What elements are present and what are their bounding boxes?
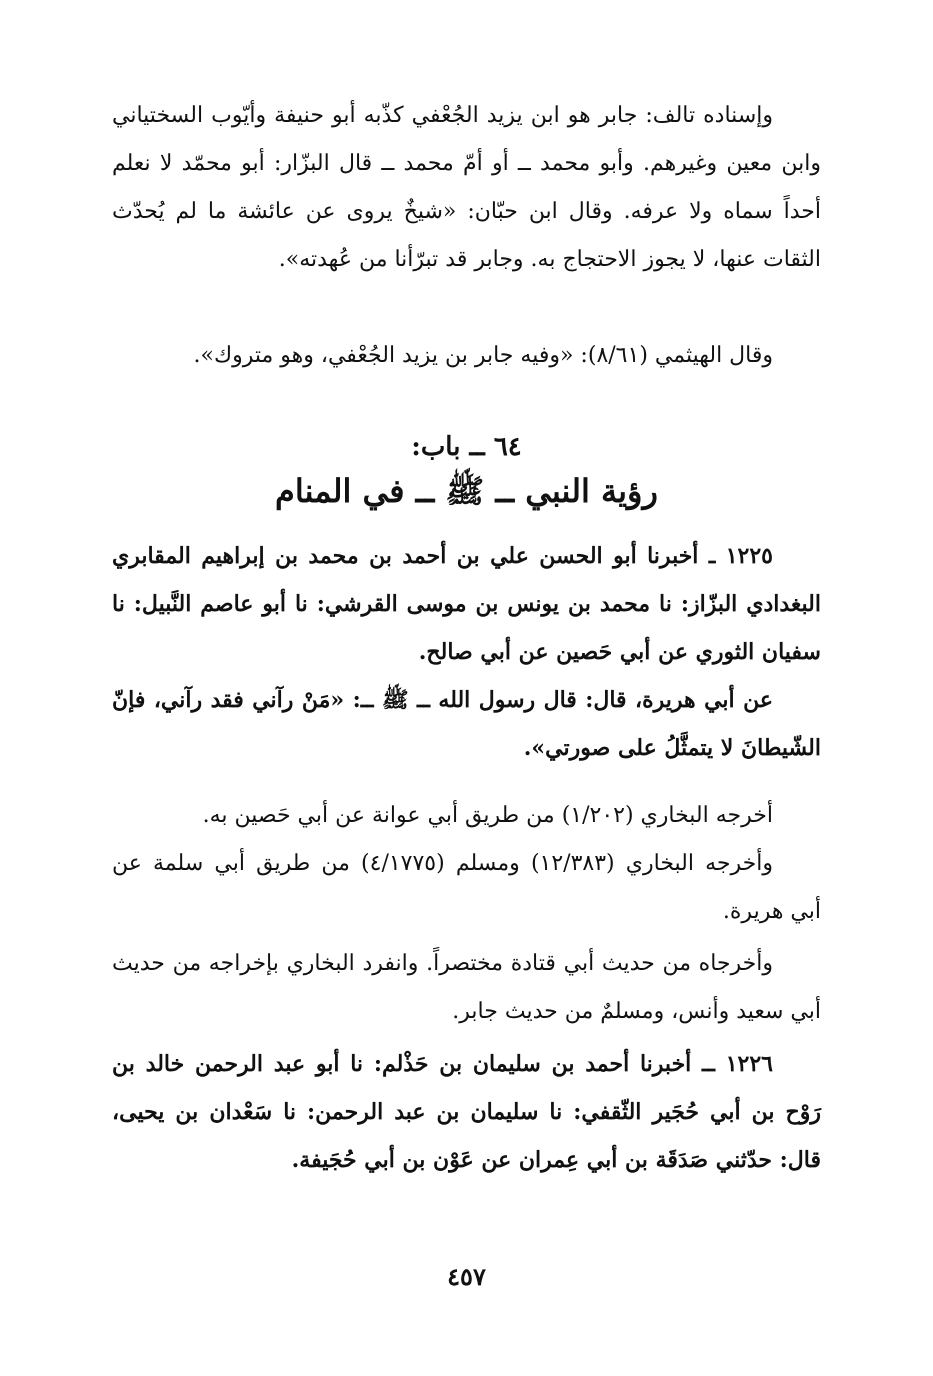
takhrij-bukhari: أخرجه البخاري (١/٢٠٢) من طريق أبي عوانة عن أبي حَصين به. bbox=[202, 803, 773, 828]
commentary-paragraph-isnad: وإسناده تالف: جابر هو ابن يزيد الجُعْفي كذّبه أبو حنيفة وأيّوب السختياني وابن معين وغيرهم. وأبو محمد ــ أو أمّ محمد ــ قال البزّار: أبو محمّد لا نعلم أحداً سماه ولا عرفه. وقال ابن حبّان: «شيخٌ يروى عن عائشة ما لم يُحدّث الثقات عنها، لا يجوز الاحتجاج به. وجابر قد تبرّأنا من عُهدته». bbox=[112, 103, 821, 272]
hadith-1226-isnad: ١٢٢٦ ــ أخبرنا أحمد بن سليمان بن حَذْلم: نا أبو عبد الرحمن خالد بن رَوْح بن أبي حُجَير الثّقفي: نا سليمان بن عبد الرحمن: نا سَعْدان بن يحيى، قال: حدّثني صَدَقَة بن أبي عِمران عن عَوْن بن أبي حُجَيفة. bbox=[112, 1051, 821, 1173]
takhrij-bukhari-muslim: وأخرجه البخاري (١٢/٣٨٣) ومسلم (٤/١٧٧٥) من طريق أبي سلمة عن أبي هريرة. bbox=[112, 851, 821, 924]
chapter-title: رؤية النبي ــ ﷺ ــ في المنام bbox=[275, 472, 658, 510]
commentary-paragraph-haythami: وقال الهيثمي (٨/٦١): «وفيه جابر بن يزيد الجُعْفي، وهو متروك». bbox=[193, 343, 773, 368]
chapter-number-heading: ٦٤ ــ باب: bbox=[411, 432, 522, 462]
hadith-1225-isnad: ١٢٢٥ ـ أخبرنا أبو الحسن علي بن أحمد بن محمد بن إبراهيم المقابري البغدادي البزّاز: نا محمد بن يونس بن موسى القرشي: نا أبو عاصم النَّبيل: نا سفيان الثوري عن أبي حَصين عن أبي صالح. bbox=[112, 543, 821, 665]
hadith-1225-matn: عن أبي هريرة، قال: قال رسول الله ــ ﷺ ــ: «مَنْ رآني فقد رآني، فإنّ الشّيطانَ لا يتمثَّلُ على صورتي». bbox=[112, 687, 821, 761]
takhrij-other-narrations: وأخرجاه من حديث أبي قتادة مختصراً. وانفرد البخاري بإخراجه من حديث أبي سعيد وأنس، ومسلمٌ من حديث جابر. bbox=[112, 951, 821, 1024]
page-number: ٤٥٧ bbox=[447, 1262, 486, 1291]
